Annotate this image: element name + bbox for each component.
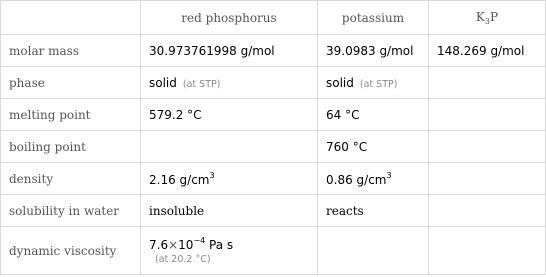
row-label: density	[1, 163, 141, 195]
cell-empty	[429, 163, 546, 195]
header-row	[1, 1, 546, 35]
cell-empty	[429, 131, 546, 163]
value-exponent: −4	[193, 236, 206, 245]
cell-value: 30.973761998 g/mol	[141, 35, 318, 67]
table-row-melting-point	[1, 99, 546, 131]
cell-value: 64 °C	[318, 99, 429, 131]
value-mantissa: 7.6	[149, 238, 169, 252]
cell-value	[318, 67, 429, 99]
row-label: boiling point	[1, 131, 141, 163]
value-base: 10	[178, 238, 194, 252]
cell-value: 148.269 g/mol	[429, 35, 546, 67]
value-text: solid	[326, 75, 354, 90]
row-label: solubility in water	[1, 195, 141, 227]
cell-empty	[141, 131, 318, 163]
cell-empty	[429, 227, 546, 275]
row-label: melting point	[1, 99, 141, 131]
header-empty-cell	[1, 1, 141, 35]
table-row-molar-mass	[1, 35, 546, 67]
value-text: solid	[149, 75, 177, 90]
cell-empty	[429, 99, 546, 131]
value-text: 0.86 g/cm	[326, 172, 387, 187]
row-label: phase	[1, 67, 141, 99]
times-sign: ×	[168, 238, 179, 252]
cell-value	[141, 227, 318, 275]
table-row-phase	[1, 67, 546, 99]
table-row-boiling-point	[1, 131, 546, 163]
header-potassium: potassium	[318, 1, 429, 35]
cell-value	[318, 163, 429, 195]
condition-note: (at 20.2 °C)	[155, 254, 211, 265]
condition-note: (at STP)	[359, 78, 398, 90]
table-row-density	[1, 163, 546, 195]
table-row-viscosity	[1, 227, 546, 275]
cell-empty	[429, 67, 546, 99]
value-text: 2.16 g/cm	[149, 172, 210, 187]
cell-value: 579.2 °C	[141, 99, 318, 131]
formula-tail: P	[489, 9, 499, 24]
condition-note: (at STP)	[182, 78, 221, 90]
formula-base: K	[475, 9, 485, 24]
formula-subscript: 3	[484, 16, 490, 26]
row-label: molar mass	[1, 35, 141, 67]
unit-superscript: 3	[386, 170, 392, 180]
unit-superscript: 3	[209, 170, 215, 180]
row-label: dynamic viscosity	[1, 227, 141, 275]
cell-value	[141, 67, 318, 99]
cell-empty	[318, 227, 429, 275]
value-unit: Pa s	[205, 238, 234, 252]
table-row-solubility	[1, 195, 546, 227]
cell-value: 760 °C	[318, 131, 429, 163]
header-red-phosphorus: red phosphorus	[141, 1, 318, 35]
cell-value	[141, 163, 318, 195]
cell-value: reacts	[318, 195, 429, 227]
cell-empty	[429, 195, 546, 227]
header-potassium-phosphide	[429, 1, 546, 35]
cell-value: insoluble	[141, 195, 318, 227]
cell-value: 39.0983 g/mol	[318, 35, 429, 67]
